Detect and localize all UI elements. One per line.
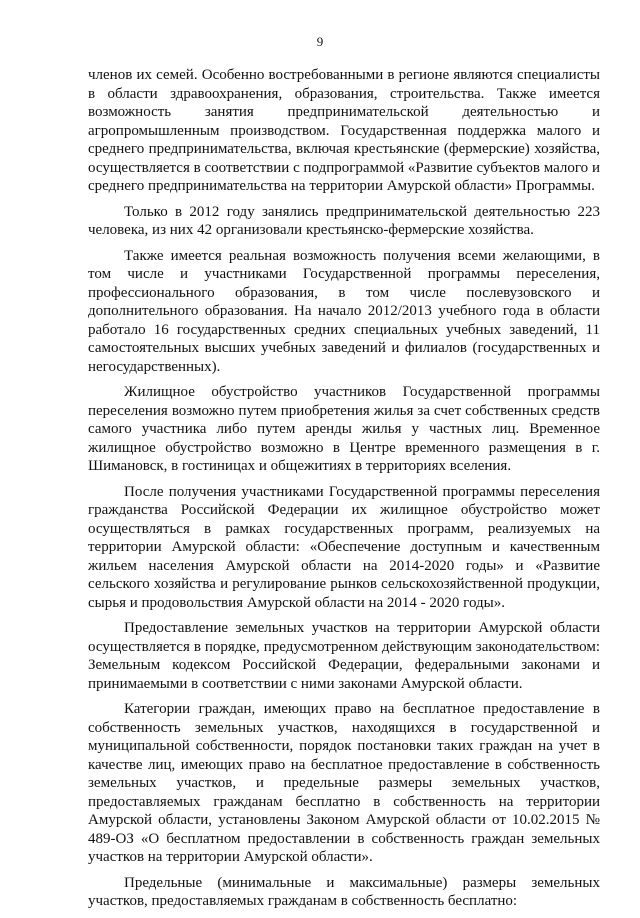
paragraph-2: Только в 2012 году занялись предпринимательской деятельностью 223 человека, из них 42 организовали крестьянско-фермерские хозяйства. (88, 203, 600, 238)
page-number: 9 (316, 34, 324, 49)
paragraph-7: Категории граждан, имеющих право на бесплатное предоставление в собственность земельных участков, находящихся в государственной и муниципальной собственности, порядок постановки таких граждан на учет в качестве лиц, имеющих право на бесплатное предоставление в собственность земельных участков, и предельные размеры земельных участков, предоставляемых гражданам бесплатно в собственность на территории Амурской области, установлены Законом Амурской области от 10.02.2015 № 489-ОЗ «О бесплатном предоставлении в собственность граждан земельных участков на территории Амурской области». (88, 701, 600, 865)
paragraph-1: членов их семей. Особенно востребованными в регионе являются специалисты в области здравоохранения, образования, строительства. Также имеется возможность занятия предпринимательской деятельностью и агропромышленным производством. Государственная поддержка малого и среднего предпринимательства, включая крестьянские (фермерские) хозяйства, осуществляется в соответствии с подпрограммой «Развитие субъектов малого и среднего предпринимательства на территории Амурской области» Программы. (88, 67, 600, 194)
paragraph-5: После получения участниками Государственной программы переселения гражданства Российской Федерации их жилищное обустройство может осуществляться в рамках государственных программ, реализуемых на территории Амурской области: «Обеспечение доступным и качественным жильем населения Амурской области на 2014-2020 годы» и «Развитие сельского хозяйства и регулирование рынков сельскохозяйственной продукции, сырья и продовольствия Амурской области на 2014 - 2020 годы». (88, 483, 600, 611)
paragraph-8: Предельные (минимальные и максимальные) размеры земельных участков, предоставляемых гражданам в собственность бесплатно: (88, 874, 600, 909)
paragraph-4: Жилищное обустройство участников Государственной программы переселения возможно путем приобретения жилья за счет собственных средств самого участника либо путем аренды жилья у частных лиц. Временное жилищное обустройство возможно в Центре временного размещения в г. Шимановск, в гостиницах и общежитиях в территориях вселения. (88, 384, 600, 474)
paragraph-3: Также имеется реальная возможность получения всеми желающими, в том числе и участниками Государственной программы переселения, профессионального образования, в том числе послевузовского и дополнительного образования. На начало 2012/2013 учебного года в области работало 16 государственных средних специальных учебных заведений, 11 самостоятельных высших учебных заведений и филиалов (государственных и негосударственных). (88, 247, 600, 375)
paragraph-6: Предоставление земельных участков на территории Амурской области осуществляется в порядке, предусмотренном действующим законодательством: Земельным кодексом Российской Федерации, федеральными законами и принимаемыми в соответствии с ними законами Амурской области. (88, 620, 600, 692)
document-body (88, 66, 600, 918)
